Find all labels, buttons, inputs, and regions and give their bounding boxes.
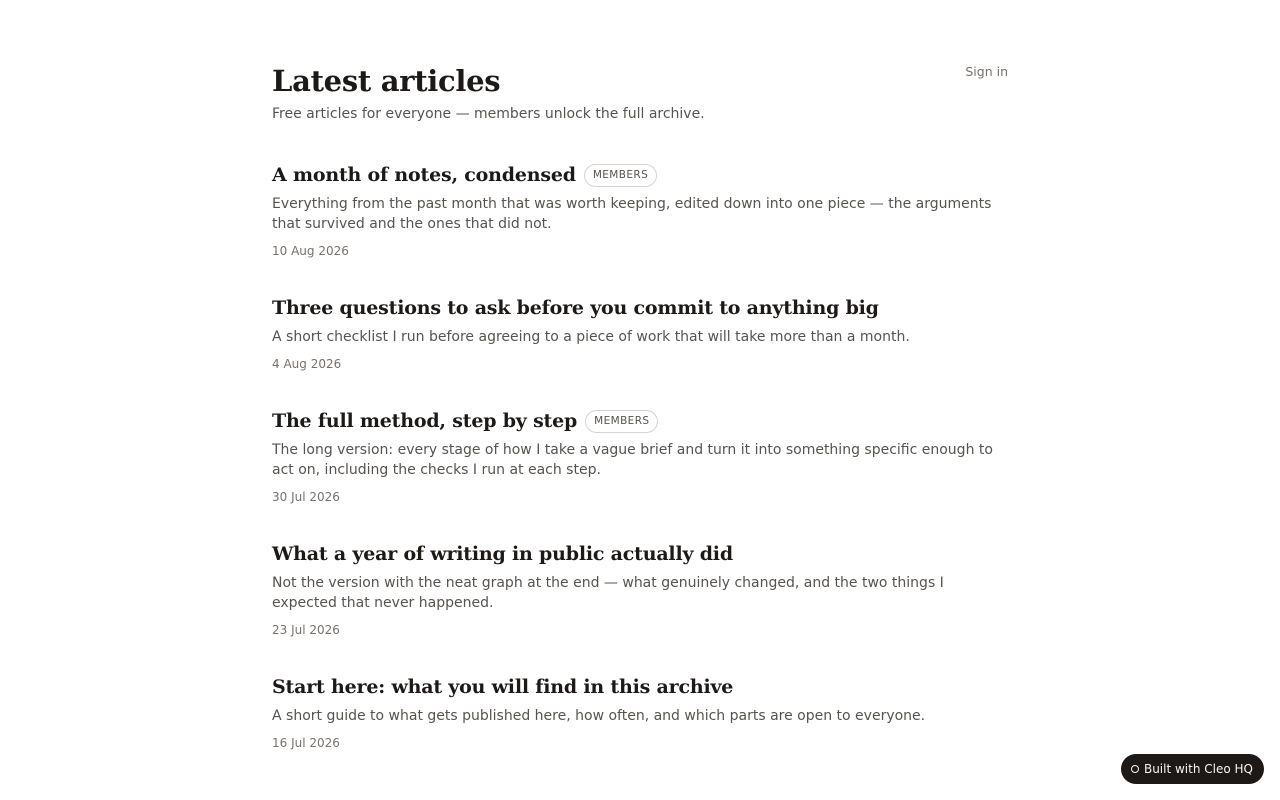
article-item (272, 541, 1008, 638)
article-title[interactable]: A month of notes, condensed (272, 164, 576, 186)
members-badge: MEMBERS (585, 410, 658, 433)
article-excerpt: A short checklist I run before agreeing to a piece of work that will take more than a month. (272, 329, 910, 345)
article-date: 23 Jul 2026 (272, 623, 340, 637)
article-date: 30 Jul 2026 (272, 490, 340, 504)
built-with-label: Built with Cleo HQ (1143, 762, 1253, 776)
article-excerpt: Everything from the past month that was worth keeping, edited down into one piece — the arguments that survived and the ones that did not. (272, 196, 992, 232)
page-title: Latest articles (272, 64, 501, 98)
article-date: 16 Jul 2026 (272, 736, 340, 750)
article-title-row (272, 162, 1008, 188)
article-excerpt: A short guide to what gets published here, how often, and which parts are open to everyone. (272, 708, 926, 724)
circle-icon (1131, 765, 1139, 773)
members-badge: MEMBERS (584, 164, 657, 187)
article-item (272, 674, 1008, 751)
page-container (272, 0, 1008, 787)
page-subtitle: Free articles for everyone — members unlock the full archive. (272, 106, 705, 122)
article-title-row (272, 408, 1008, 434)
built-with-badge[interactable] (1121, 754, 1264, 784)
article-excerpt: Not the version with the neat graph at the end — what genuinely changed, and the two things I expected that never happened. (272, 575, 944, 611)
article-title[interactable]: What a year of writing in public actually did (272, 543, 733, 565)
article-date: 4 Aug 2026 (272, 357, 342, 371)
sign-in-link[interactable]: Sign in (965, 64, 1008, 79)
article-title-row (272, 541, 1008, 567)
article-item (272, 162, 1008, 259)
article-title-row (272, 674, 1008, 700)
article-title[interactable]: Three questions to ask before you commit to anything big (272, 297, 879, 319)
article-item (272, 408, 1008, 505)
article-item (272, 295, 1008, 372)
article-list (272, 162, 1008, 751)
article-title[interactable]: Start here: what you will find in this archive (272, 676, 734, 698)
page-header (272, 0, 1008, 124)
article-title[interactable]: The full method, step by step (272, 410, 578, 432)
article-title-row (272, 295, 1008, 321)
article-excerpt: The long version: every stage of how I take a vague brief and turn it into something specific enough to act on, including the checks I run at each step. (272, 442, 993, 478)
article-date: 10 Aug 2026 (272, 244, 349, 258)
